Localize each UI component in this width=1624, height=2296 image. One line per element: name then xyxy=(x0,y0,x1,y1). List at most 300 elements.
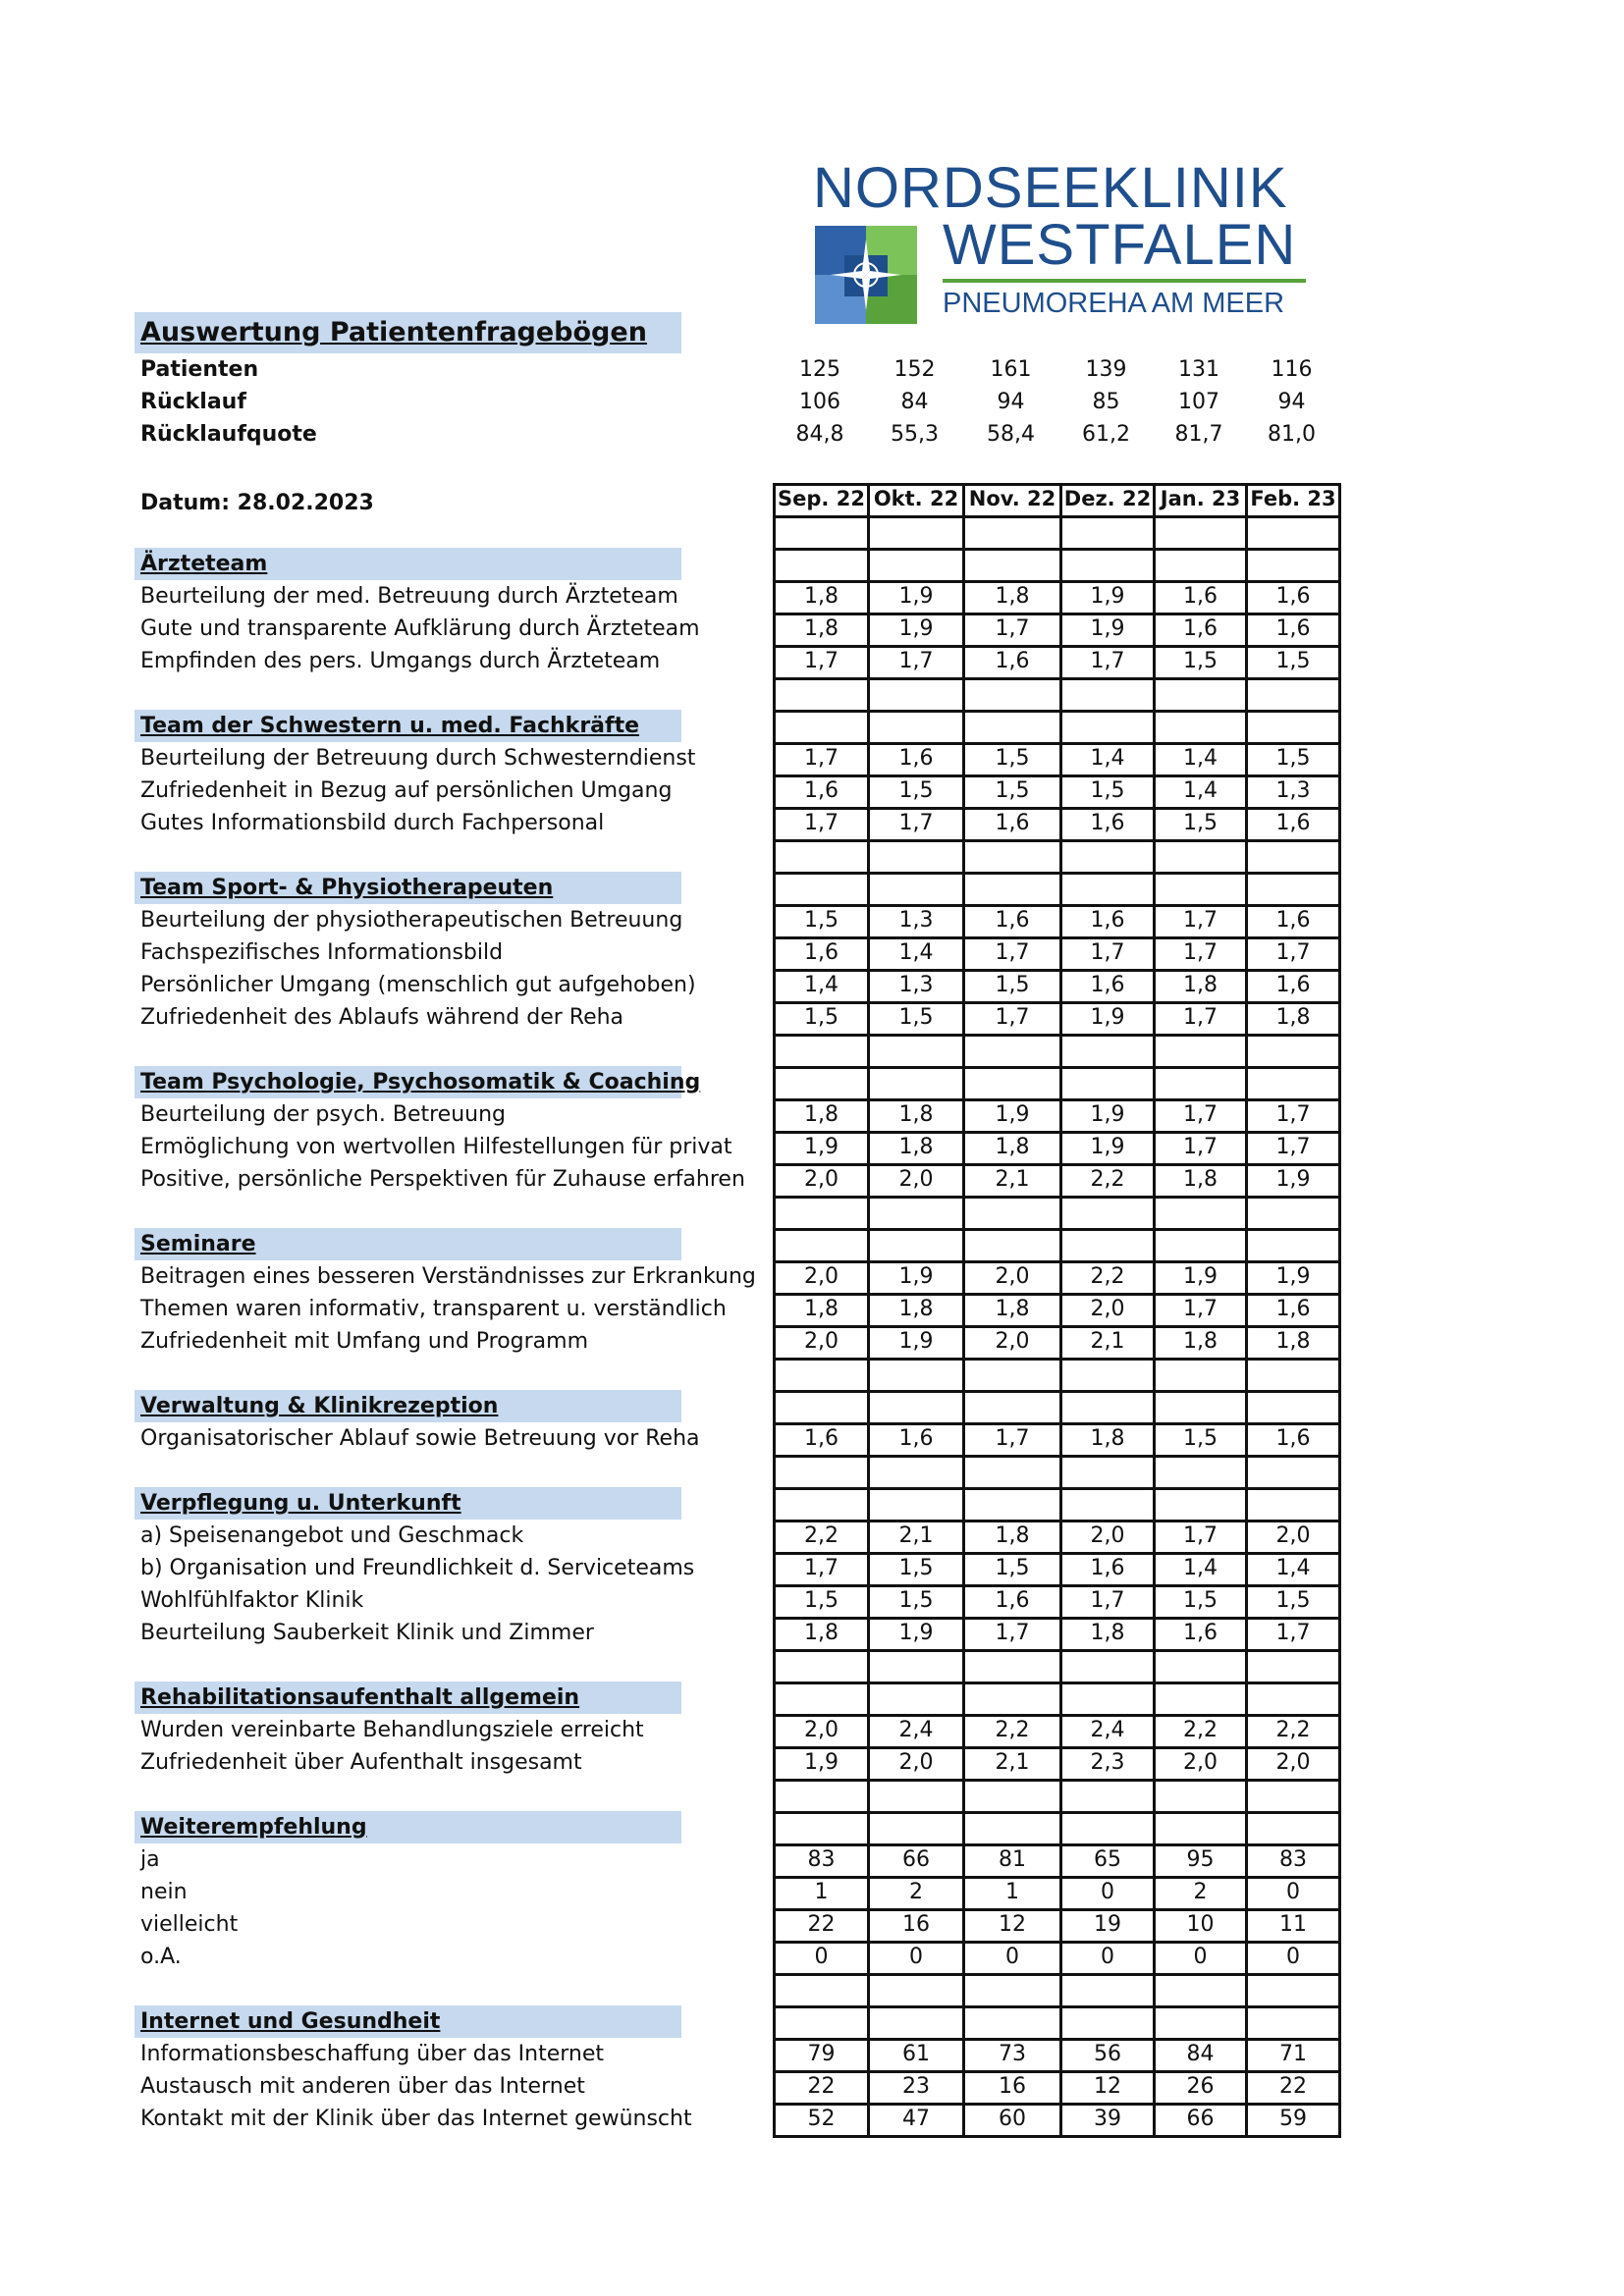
value-cell: 1,5 xyxy=(867,1584,965,1620)
section-title: Verpflegung u. Unterkunft xyxy=(140,1491,461,1516)
empty-cell xyxy=(867,1649,965,1684)
value-cell: 19 xyxy=(1059,1908,1156,1944)
empty-cell xyxy=(1059,710,1156,745)
value-cell: 1,5 xyxy=(1153,1584,1248,1620)
empty-cell xyxy=(1153,1682,1248,1717)
value-cell: 1,7 xyxy=(1153,1520,1248,1555)
value-cell: 1,7 xyxy=(1153,936,1248,972)
empty-cell xyxy=(1153,1455,1248,1490)
empty-cell xyxy=(773,1811,870,1846)
section-title: Verwaltung & Klinikrezeption xyxy=(140,1394,499,1418)
value-cell: 1,6 xyxy=(962,645,1062,680)
empty-cell xyxy=(962,677,1062,713)
value-cell: 1,6 xyxy=(773,1422,870,1458)
empty-cell xyxy=(867,1034,965,1069)
empty-cell xyxy=(962,1649,1062,1684)
empty-cell xyxy=(1245,1390,1341,1425)
empty-cell xyxy=(867,1779,965,1814)
value-cell: 1,7 xyxy=(1245,1098,1341,1134)
empty-cell xyxy=(1153,1973,1248,2008)
empty-cell xyxy=(1153,1649,1248,1684)
value-cell: 1,8 xyxy=(773,1617,870,1652)
value-cell: 1,5 xyxy=(962,774,1062,810)
value-cell: 1,4 xyxy=(1059,742,1156,777)
value-cell: 2,4 xyxy=(1059,1714,1156,1749)
empty-cell xyxy=(962,2005,1062,2041)
empty-cell xyxy=(773,1973,870,2008)
value-cell: 66 xyxy=(867,1843,965,1879)
value-cell: 1,4 xyxy=(1153,1552,1248,1587)
empty-cell xyxy=(962,1228,1062,1263)
empty-cell xyxy=(1153,515,1248,551)
value-cell: 73 xyxy=(962,2038,1062,2073)
value-cell: 1,7 xyxy=(1245,936,1341,972)
value-cell: 0 xyxy=(1059,1941,1156,1976)
row-label: Beurteilung der Betreuung durch Schwesterndienst xyxy=(140,746,696,771)
value-cell: 1,8 xyxy=(962,1131,1062,1166)
row-label: ja xyxy=(140,1847,160,1872)
value-cell: 84 xyxy=(1153,2038,1248,2073)
value-cell: 2,0 xyxy=(1245,1520,1341,1555)
value-cell: 79 xyxy=(773,2038,870,2073)
value-cell: 1,6 xyxy=(1245,969,1341,1004)
row-label: Gute und transparente Aufklärung durch Ärzteteam xyxy=(140,616,700,641)
empty-cell xyxy=(1059,1228,1156,1263)
value-cell: 1,5 xyxy=(962,742,1062,777)
value-cell: 1,9 xyxy=(1059,1001,1156,1037)
value-cell: 1,7 xyxy=(962,936,1062,972)
empty-cell xyxy=(1153,872,1248,907)
value-cell: 1,8 xyxy=(867,1098,965,1134)
value-cell: 1,6 xyxy=(1153,613,1248,648)
value-cell: 2,4 xyxy=(867,1714,965,1749)
value-cell: 1,7 xyxy=(1153,1131,1248,1166)
value-cell: 16 xyxy=(867,1908,965,1944)
value-cell: 1,8 xyxy=(1245,1001,1341,1037)
empty-cell xyxy=(962,872,1062,907)
section-title: Seminare xyxy=(140,1232,256,1256)
value-cell: 10 xyxy=(1153,1908,1248,1944)
empty-cell xyxy=(962,1196,1062,1231)
empty-cell xyxy=(1153,548,1248,583)
value-cell: 1,5 xyxy=(1245,742,1341,777)
empty-cell xyxy=(1245,710,1341,745)
empty-cell xyxy=(1153,677,1248,713)
value-cell: 1,6 xyxy=(867,742,965,777)
value-cell: 1,9 xyxy=(962,1098,1062,1134)
value-cell: 22 xyxy=(1245,2070,1341,2106)
empty-cell xyxy=(1245,1228,1341,1263)
empty-cell xyxy=(773,1066,870,1101)
value-cell: 16 xyxy=(962,2070,1062,2106)
empty-cell xyxy=(773,1196,870,1231)
row-label: Fachspezifisches Informationsbild xyxy=(140,940,504,965)
value-cell: 1,7 xyxy=(773,807,870,842)
value-cell: 1,7 xyxy=(962,1617,1062,1652)
row-label: Austausch mit anderen über das Internet xyxy=(140,2074,585,2099)
value-cell: 1,7 xyxy=(1153,1098,1248,1134)
value-cell: 2 xyxy=(1153,1876,1248,1911)
row-label: Zufriedenheit in Bezug auf persönlichen Umgang xyxy=(140,778,673,803)
value-cell: 1,6 xyxy=(1059,807,1156,842)
value-cell: 2,0 xyxy=(1059,1520,1156,1555)
empty-cell xyxy=(962,1455,1062,1490)
empty-cell xyxy=(773,1358,870,1393)
row-label: Organisatorischer Ablauf sowie Betreuung vor Reha xyxy=(140,1426,700,1451)
empty-cell xyxy=(962,710,1062,745)
value-cell: 59 xyxy=(1245,2103,1341,2138)
stat-value: 116 xyxy=(1271,357,1313,382)
value-cell: 1,7 xyxy=(773,645,870,680)
value-cell: 0 xyxy=(1059,1876,1156,1911)
value-cell: 1,8 xyxy=(1153,1325,1248,1361)
row-label: Ermöglichung von wertvollen Hilfestellungen für privat xyxy=(140,1135,732,1159)
value-cell: 1,7 xyxy=(1153,904,1248,939)
empty-cell xyxy=(1059,1779,1156,1814)
empty-cell xyxy=(1153,839,1248,875)
logo-divider xyxy=(943,279,1306,283)
row-label: Kontakt mit der Klinik über das Internet gewünscht xyxy=(140,2107,692,2131)
row-label: nein xyxy=(140,1880,188,1904)
value-cell: 1,5 xyxy=(1245,1584,1341,1620)
empty-cell xyxy=(1245,1682,1341,1717)
empty-cell xyxy=(773,1649,870,1684)
section-title: Weiterempfehlung xyxy=(140,1815,367,1840)
empty-cell xyxy=(867,1455,965,1490)
stat-value: 107 xyxy=(1178,390,1219,414)
value-cell: 1,9 xyxy=(867,580,965,615)
value-cell: 1,7 xyxy=(1245,1617,1341,1652)
empty-cell xyxy=(1059,1034,1156,1069)
row-label: Beitragen eines besseren Verständnisses zur Erkrankung xyxy=(140,1264,756,1289)
value-cell: 1,7 xyxy=(1153,1001,1248,1037)
stat-value: 125 xyxy=(799,357,840,382)
value-cell: 1,8 xyxy=(773,1293,870,1328)
value-cell: 1,7 xyxy=(962,1422,1062,1458)
value-cell: 1,8 xyxy=(773,1098,870,1134)
stat-value: 94 xyxy=(997,390,1025,414)
empty-cell xyxy=(773,1034,870,1069)
empty-cell xyxy=(1245,1973,1341,2008)
value-cell: 2,0 xyxy=(773,1325,870,1361)
value-cell: 65 xyxy=(1059,1843,1156,1879)
value-cell: 1,9 xyxy=(773,1131,870,1166)
value-cell: 1,6 xyxy=(1059,969,1156,1004)
empty-cell xyxy=(1059,1487,1156,1522)
empty-cell xyxy=(867,548,965,583)
value-cell: 1,6 xyxy=(1245,1422,1341,1458)
section-title: Rehabilitationsaufenthalt allgemein xyxy=(140,1685,580,1710)
section-title: Ärzteteam xyxy=(140,552,268,576)
empty-cell xyxy=(867,1973,965,2008)
value-cell: 1,7 xyxy=(867,807,965,842)
empty-cell xyxy=(867,1682,965,1717)
empty-cell xyxy=(867,515,965,551)
value-cell: 2,0 xyxy=(962,1260,1062,1296)
stat-value: 58,4 xyxy=(987,422,1035,447)
logo-text-line1: NORDSEEKLINIK xyxy=(813,156,1288,220)
logo-text-line2: WESTFALEN xyxy=(943,213,1297,277)
empty-cell xyxy=(773,1682,870,1717)
empty-cell xyxy=(867,1358,965,1393)
empty-cell xyxy=(1059,1066,1156,1101)
empty-cell xyxy=(867,710,965,745)
stat-value: 55,3 xyxy=(891,422,939,447)
value-cell: 81 xyxy=(962,1843,1062,1879)
empty-cell xyxy=(1153,1779,1248,1814)
empty-cell xyxy=(1059,839,1156,875)
row-label: Wurden vereinbarte Behandlungsziele erreicht xyxy=(140,1718,644,1742)
empty-cell xyxy=(1153,1228,1248,1263)
empty-cell xyxy=(867,1228,965,1263)
empty-cell xyxy=(867,1811,965,1846)
value-cell: 1,4 xyxy=(867,936,965,972)
value-cell: 12 xyxy=(1059,2070,1156,2106)
stat-label: Rücklaufquote xyxy=(140,422,317,447)
empty-cell xyxy=(1245,839,1341,875)
value-cell: 1,9 xyxy=(1059,613,1156,648)
empty-cell xyxy=(1059,1196,1156,1231)
value-cell: 1,5 xyxy=(962,1552,1062,1587)
empty-cell xyxy=(1245,1455,1341,1490)
clinic-logo xyxy=(805,157,1316,324)
value-cell: 2,0 xyxy=(1059,1293,1156,1328)
value-cell: 0 xyxy=(1245,1876,1341,1911)
value-cell: 1,5 xyxy=(962,969,1062,1004)
value-cell: 1,9 xyxy=(1059,580,1156,615)
month-header: Dez. 22 xyxy=(1059,483,1156,518)
stat-value: 106 xyxy=(799,390,840,414)
value-cell: 56 xyxy=(1059,2038,1156,2073)
value-cell: 95 xyxy=(1153,1843,1248,1879)
row-label: Zufriedenheit über Aufenthalt insgesamt xyxy=(140,1750,582,1775)
value-cell: 1,9 xyxy=(1059,1131,1156,1166)
value-cell: 1,6 xyxy=(962,904,1062,939)
value-cell: 47 xyxy=(867,2103,965,2138)
row-label: b) Organisation und Freundlichkeit d. Serviceteams xyxy=(140,1556,695,1580)
empty-cell xyxy=(962,1487,1062,1522)
row-label: Themen waren informativ, transparent u. verständlich xyxy=(140,1297,727,1321)
value-cell: 1,9 xyxy=(867,1617,965,1652)
value-cell: 1,4 xyxy=(773,969,870,1004)
value-cell: 2,2 xyxy=(1153,1714,1248,1749)
empty-cell xyxy=(1153,1390,1248,1425)
stat-value: 94 xyxy=(1277,390,1306,414)
value-cell: 2,1 xyxy=(867,1520,965,1555)
empty-cell xyxy=(1245,677,1341,713)
value-cell: 22 xyxy=(773,2070,870,2106)
value-cell: 2,0 xyxy=(867,1163,965,1199)
row-label: Beurteilung der med. Betreuung durch Ärzteteam xyxy=(140,584,678,609)
empty-cell xyxy=(1153,1487,1248,1522)
value-cell: 1,8 xyxy=(1059,1422,1156,1458)
value-cell: 1,8 xyxy=(867,1293,965,1328)
empty-cell xyxy=(1059,1649,1156,1684)
value-cell: 39 xyxy=(1059,2103,1156,2138)
value-cell: 2,0 xyxy=(773,1260,870,1296)
value-cell: 0 xyxy=(1153,1941,1248,1976)
value-cell: 2 xyxy=(867,1876,965,1911)
empty-cell xyxy=(773,1487,870,1522)
value-cell: 1,4 xyxy=(1153,742,1248,777)
row-label: Zufriedenheit mit Umfang und Programm xyxy=(140,1329,589,1354)
row-label: Zufriedenheit des Ablaufs während der Reha xyxy=(140,1005,624,1030)
value-cell: 1,6 xyxy=(962,807,1062,842)
empty-cell xyxy=(773,548,870,583)
empty-cell xyxy=(773,839,870,875)
value-cell: 1,8 xyxy=(867,1131,965,1166)
empty-cell xyxy=(1153,1811,1248,1846)
value-cell: 1,5 xyxy=(867,774,965,810)
empty-cell xyxy=(1245,2005,1341,2041)
stat-value: 139 xyxy=(1085,357,1127,382)
value-cell: 1,5 xyxy=(773,1584,870,1620)
row-label: Beurteilung Sauberkeit Klinik und Zimmer xyxy=(140,1621,594,1645)
empty-cell xyxy=(1059,548,1156,583)
stat-value: 84,8 xyxy=(795,422,844,447)
page-title: Auswertung Patientenfragebögen xyxy=(135,312,681,353)
value-cell: 2,2 xyxy=(773,1520,870,1555)
empty-cell xyxy=(1153,1196,1248,1231)
empty-cell xyxy=(1059,2005,1156,2041)
row-label: Gutes Informationsbild durch Fachpersonal xyxy=(140,811,605,835)
stat-value: 84 xyxy=(900,390,929,414)
value-cell: 2,2 xyxy=(1245,1714,1341,1749)
row-label: Positive, persönliche Perspektiven für Zuhause erfahren xyxy=(140,1167,745,1192)
stat-value: 81,7 xyxy=(1174,422,1223,447)
empty-cell xyxy=(867,2005,965,2041)
value-cell: 1,9 xyxy=(1153,1260,1248,1296)
empty-cell xyxy=(1153,1066,1248,1101)
value-cell: 1,8 xyxy=(1153,969,1248,1004)
empty-cell xyxy=(1059,1973,1156,2008)
value-cell: 1,6 xyxy=(773,936,870,972)
stat-label: Patienten xyxy=(140,357,259,382)
empty-cell xyxy=(1245,548,1341,583)
value-cell: 52 xyxy=(773,2103,870,2138)
value-cell: 1,8 xyxy=(1153,1163,1248,1199)
row-label: Beurteilung der psych. Betreuung xyxy=(140,1102,507,1127)
value-cell: 83 xyxy=(773,1843,870,1879)
empty-cell xyxy=(962,1811,1062,1846)
value-cell: 1,5 xyxy=(773,1001,870,1037)
empty-cell xyxy=(867,1390,965,1425)
value-cell: 2,2 xyxy=(962,1714,1062,1749)
empty-cell xyxy=(773,1228,870,1263)
value-cell: 12 xyxy=(962,1908,1062,1944)
value-cell: 1,6 xyxy=(1245,580,1341,615)
value-cell: 1,9 xyxy=(867,613,965,648)
value-cell: 2,2 xyxy=(1059,1163,1156,1199)
empty-cell xyxy=(1059,1455,1156,1490)
value-cell: 26 xyxy=(1153,2070,1248,2106)
row-label: Persönlicher Umgang (menschlich gut aufgehoben) xyxy=(140,973,696,997)
empty-cell xyxy=(962,1779,1062,1814)
value-cell: 1,7 xyxy=(1059,1584,1156,1620)
empty-cell xyxy=(1245,1779,1341,1814)
value-cell: 1 xyxy=(962,1876,1062,1911)
empty-cell xyxy=(1245,515,1341,551)
stat-value: 161 xyxy=(990,357,1032,382)
empty-cell xyxy=(1245,1358,1341,1393)
value-cell: 1,6 xyxy=(962,1584,1062,1620)
empty-cell xyxy=(1153,710,1248,745)
value-cell: 2,2 xyxy=(1059,1260,1156,1296)
empty-cell xyxy=(773,1390,870,1425)
row-label: Beurteilung der physiotherapeutischen Betreuung xyxy=(140,908,683,933)
empty-cell xyxy=(962,515,1062,551)
report-date: Datum: 28.02.2023 xyxy=(140,491,374,515)
value-cell: 2,0 xyxy=(773,1163,870,1199)
value-cell: 0 xyxy=(1245,1941,1341,1976)
value-cell: 83 xyxy=(1245,1843,1341,1879)
value-cell: 1,5 xyxy=(1153,1422,1248,1458)
value-cell: 0 xyxy=(773,1941,870,1976)
empty-cell xyxy=(867,1196,965,1231)
value-cell: 23 xyxy=(867,2070,965,2106)
month-header: Sep. 22 xyxy=(773,483,870,518)
logo-text-line3: PNEUMOREHA AM MEER xyxy=(943,288,1285,319)
value-cell: 1,6 xyxy=(1153,580,1248,615)
value-cell: 0 xyxy=(867,1941,965,1976)
empty-cell xyxy=(1245,1811,1341,1846)
value-cell: 2,1 xyxy=(1059,1325,1156,1361)
section-title: Team Sport- & Physiotherapeuten xyxy=(140,876,554,900)
empty-cell xyxy=(1245,872,1341,907)
value-cell: 1,8 xyxy=(1059,1617,1156,1652)
value-cell: 1,3 xyxy=(1245,774,1341,810)
row-label: Wohlfühlfaktor Klinik xyxy=(140,1588,364,1613)
value-cell: 1,9 xyxy=(1059,1098,1156,1134)
empty-cell xyxy=(1245,1487,1341,1522)
value-cell: 1,5 xyxy=(1153,807,1248,842)
stat-value: 61,2 xyxy=(1082,422,1130,447)
empty-cell xyxy=(1059,1358,1156,1393)
value-cell: 1,5 xyxy=(773,904,870,939)
empty-cell xyxy=(1059,1811,1156,1846)
empty-cell xyxy=(867,872,965,907)
value-cell: 1,7 xyxy=(1059,645,1156,680)
value-cell: 1,7 xyxy=(1153,1293,1248,1328)
value-cell: 1,7 xyxy=(1059,936,1156,972)
empty-cell xyxy=(962,1034,1062,1069)
empty-cell xyxy=(773,1779,870,1814)
value-cell: 11 xyxy=(1245,1908,1341,1944)
value-cell: 1,6 xyxy=(1059,904,1156,939)
value-cell: 1,5 xyxy=(1059,774,1156,810)
value-cell: 0 xyxy=(962,1941,1062,1976)
value-cell: 1,9 xyxy=(867,1325,965,1361)
value-cell: 2,0 xyxy=(962,1325,1062,1361)
row-label: Empfinden des pers. Umgangs durch Ärzteteam xyxy=(140,649,661,673)
empty-cell xyxy=(1245,1196,1341,1231)
value-cell: 71 xyxy=(1245,2038,1341,2073)
stat-label: Rücklauf xyxy=(140,390,246,414)
value-cell: 1,8 xyxy=(962,1520,1062,1555)
value-cell: 1,6 xyxy=(773,774,870,810)
empty-cell xyxy=(867,1487,965,1522)
value-cell: 1,7 xyxy=(962,1001,1062,1037)
empty-cell xyxy=(962,1066,1062,1101)
value-cell: 1,3 xyxy=(867,904,965,939)
empty-cell xyxy=(773,872,870,907)
empty-cell xyxy=(867,839,965,875)
row-label: a) Speisenangebot und Geschmack xyxy=(140,1523,524,1548)
empty-cell xyxy=(773,710,870,745)
empty-cell xyxy=(962,1358,1062,1393)
stat-value: 81,0 xyxy=(1268,422,1316,447)
value-cell: 1,8 xyxy=(1245,1325,1341,1361)
